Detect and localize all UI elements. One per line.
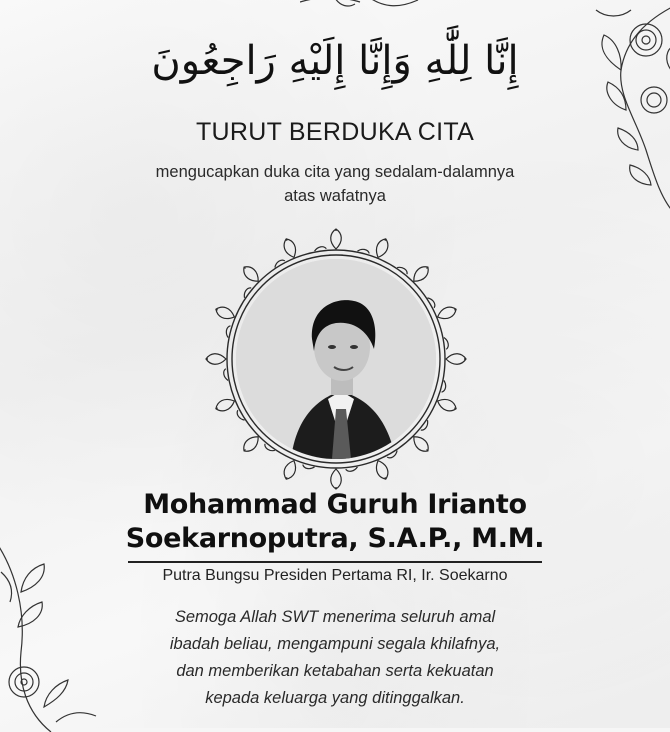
frame-petal — [410, 263, 432, 285]
name-line: Mohammad Guruh Irianto — [143, 489, 527, 520]
frame-petal — [281, 237, 298, 260]
frame-petal — [373, 459, 390, 482]
frame-petal — [331, 469, 342, 489]
frame-petal — [373, 237, 390, 260]
frame-petal — [240, 433, 262, 455]
prayer-line: Semoga Allah SWT menerima seluruh amal — [174, 608, 496, 626]
divider — [128, 561, 542, 563]
condolence-subtext — [60, 160, 610, 208]
frame-petal — [206, 354, 226, 365]
frame-petal — [214, 304, 237, 321]
frame-petal — [281, 459, 298, 482]
prayer-line: ibadah beliau, mengampuni segala khilafnya, — [169, 635, 501, 653]
prayer-line: kepada keluarga yang ditinggalkan. — [205, 689, 465, 707]
floral-leaf-icon — [300, 0, 420, 14]
prayer-line: dan memberikan ketabahan serta kekuatan — [176, 662, 494, 680]
portrait-frame — [205, 228, 467, 490]
arabic-verse: إِنَّا لِلَّٰهِ وَإِنَّا إِلَيْهِ رَاجِعُونَ — [151, 38, 519, 84]
frame-petal — [331, 229, 342, 249]
subtext-line: mengucapkan duka cita yang sedalam-dalamnya — [155, 163, 515, 181]
frame-petal — [446, 354, 466, 365]
relation-subtitle: Putra Bungsu Presiden Pertama RI, Ir. Soekarno — [162, 567, 508, 584]
frame-petal — [214, 396, 237, 413]
page-title: TURUT BERDUKA CITA — [195, 118, 475, 146]
deceased-name — [0, 488, 670, 556]
subtext-line: atas wafatnya — [284, 187, 386, 205]
portrait-photo — [236, 259, 436, 459]
name-line: Soekarnoputra, S.A.P., M.M. — [125, 523, 545, 554]
person-silhouette — [236, 259, 436, 459]
frame-petal — [436, 304, 459, 321]
prayer-text — [90, 604, 580, 712]
frame-petal — [436, 396, 459, 413]
frame-petal — [410, 433, 432, 455]
frame-petal — [240, 263, 262, 285]
